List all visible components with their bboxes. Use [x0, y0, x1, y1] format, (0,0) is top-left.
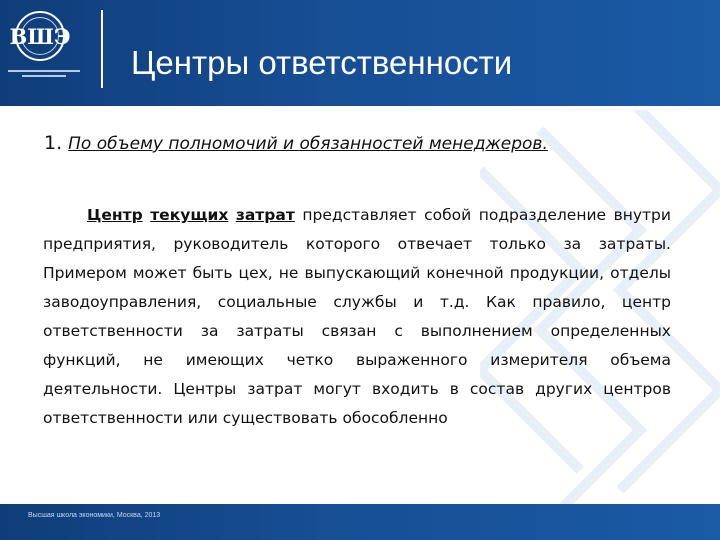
logo-mark: ВШЭ: [9, 23, 71, 49]
page-title: Центры ответственности: [131, 44, 513, 81]
hse-logo: [0, 0, 100, 106]
term-word-2: текущих: [150, 206, 229, 224]
header-bar: [0, 0, 720, 106]
term-word-3: затрат: [235, 206, 295, 224]
header-divider: [101, 10, 103, 88]
term-word-1: Центр: [87, 206, 143, 224]
list-number: 1.: [44, 132, 63, 154]
logo-emblem-icon: [9, 11, 71, 61]
footer-copyright: Высшая школа экономики, Москва, 2013: [28, 512, 161, 519]
list-heading-text: По объему полномочий и обязанностей менеджеров.: [68, 134, 548, 154]
list-heading: [44, 132, 548, 154]
footer-bar: [0, 504, 720, 540]
body-paragraph: [43, 201, 671, 433]
paragraph-text: представляет собой подразделение внутри предприятия, руководитель которого отвечает только за затраты. Примером может быть цех, не выпускающий конечной продукции, отделы заводоуправления, социальные службы и т.д. Как правило, центр ответственности за затраты связан с выполнением определенных функций, не имеющих четко выраженного измерителя объема деятельности. Центры затрат могут входить в состав других центров ответственности или существовать обособленно: [43, 206, 671, 427]
logo-caption: [8, 70, 80, 84]
